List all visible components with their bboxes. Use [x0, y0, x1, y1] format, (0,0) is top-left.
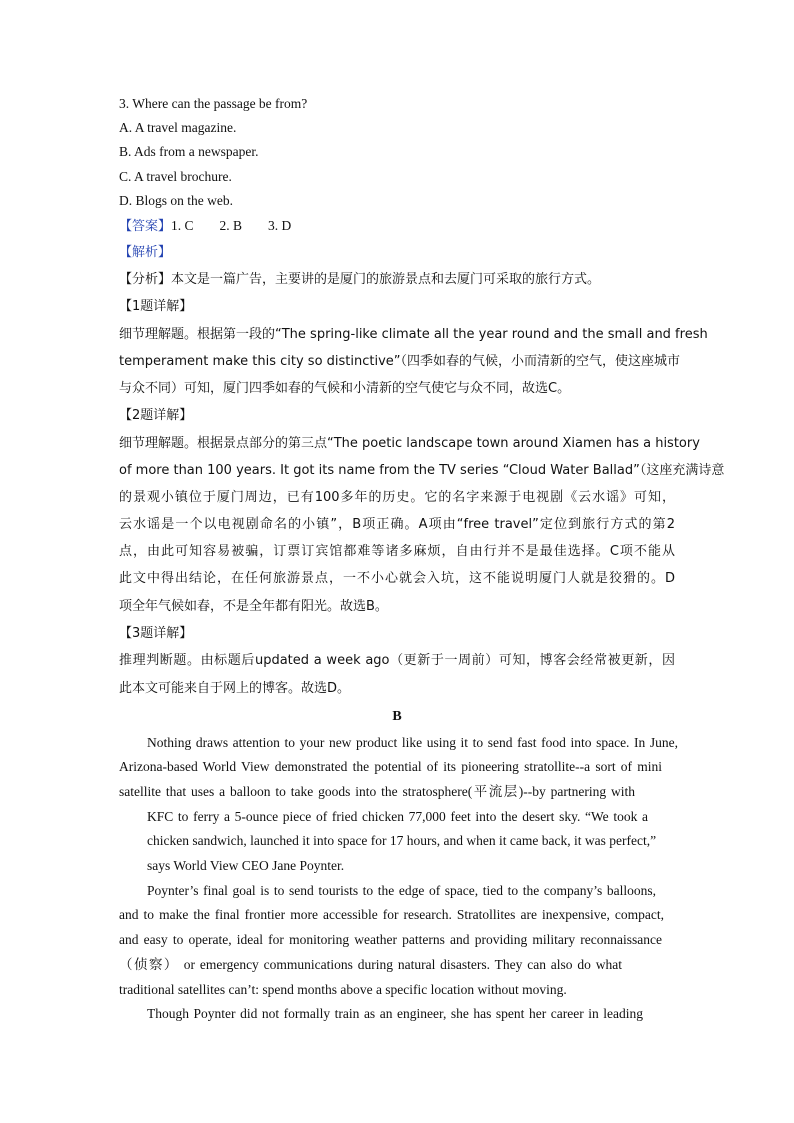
q1-detail-line-3: 与众不同）可知，厦门四季如春的气候和小清新的空气使它与众不同，故选C。 — [119, 381, 571, 396]
q2-detail-line-7: 项全年气候如春，不是全年都有阳光。故选B。 — [119, 599, 388, 614]
passage-line-6: says World View CEO Jane Poynter. — [147, 858, 345, 873]
q2-detail-line-3: 的景观小镇位于厦门周边，已有100多年的历史。它的名字来源于电视剧《云水谣》可知， — [119, 490, 675, 505]
passage-line-5: chicken sandwich, launched it into space for 17 hours, and when it came back, it was perfect,” — [147, 833, 657, 848]
passage-line-3: satellite that uses a balloon to take goods into the stratosphere(平流层)--by partnering with — [119, 784, 635, 799]
analysis-label: 【解析】 — [119, 245, 172, 260]
q2-detail-heading: 【2题详解】 — [119, 408, 193, 423]
q3-detail-line-2: 此本文可能来自于网上的博客。故选D。 — [119, 681, 351, 696]
q1-detail-heading: 【1题详解】 — [119, 299, 193, 314]
question-3: 3. Where can the passage be from? — [119, 96, 308, 111]
passage-line-9: and easy to operate, ideal for monitoring weather patterns and providing military reconnaissance — [119, 932, 662, 947]
answer-line — [119, 217, 291, 236]
q1-detail-line-2: temperament make this city so distinctive”（四季如春的气候，小而清新的空气，使这座城市 — [119, 354, 681, 369]
passage-line-11: traditional satellites can’t: spend months above a specific location without moving. — [119, 982, 567, 997]
passage-line-7: Poynter’s final goal is to send tourists to the edge of space, tied to the company’s balloons, — [147, 883, 656, 898]
q3-detail-heading: 【3题详解】 — [119, 626, 193, 641]
passage-line-12: Though Poynter did not formally train as an engineer, she has spent her career in leading — [147, 1006, 643, 1021]
option-c: C. A travel brochure. — [119, 169, 232, 184]
passage-line-10: （侦察） or emergency communications during natural disasters. They can also do what — [119, 957, 622, 972]
q2-detail-line-5: 点，由此可知容易被骗，订票订宾馆都难等诸多麻烦，自由行并不是最佳选择。C项不能从 — [119, 544, 675, 559]
q2-detail-line-1: 细节理解题。根据景点部分的第三点“The poetic landscape town around Xiamen has a history — [119, 436, 700, 451]
q2-detail-line-4: 云水谣是一个以电视剧命名的小镇”，B项正确。A项由“free travel”定位到旅行方式的第2 — [119, 517, 675, 532]
q1-detail-line-1: 细节理解题。根据第一段的“The spring-like climate all the year round and the small and fresh — [119, 327, 708, 342]
answer-label: 【答案】 — [119, 219, 172, 234]
passage-heading: B — [392, 709, 402, 724]
q3-detail-line-1: 推理判断题。由标题后updated a week ago（更新于一周前）可知，博客会经常被更新，因 — [119, 653, 675, 668]
q2-detail-line-6: 此文中得出结论，在任何旅游景点，一不小心就会入坑，这不能说明厦门人就是狡猾的。D — [119, 571, 675, 586]
passage-line-2: Arizona-based World View demonstrated the potential of its pioneering stratollite--a sort of mini — [119, 759, 662, 774]
passage-line-4: KFC to ferry a 5-ounce piece of fried chicken 77,000 feet into the desert sky. “We took a — [147, 809, 648, 824]
answer-1: 1. C — [171, 218, 194, 233]
analysis-summary: 【分析】本文是一篇广告，主要讲的是厦门的旅游景点和去厦门可采取的旅行方式。 — [119, 272, 601, 287]
q2-detail-line-2: of more than 100 years. It got its name from the TV series “Cloud Water Ballad”（这座充满诗意 — [119, 463, 725, 478]
option-a: A. A travel magazine. — [119, 120, 237, 135]
answer-3: 3. D — [268, 218, 292, 233]
answer-2: 2. B — [219, 218, 243, 233]
passage-line-1: Nothing draws attention to your new product like using it to send fast food into space. In June, — [147, 735, 678, 750]
option-b: B. Ads from a newspaper. — [119, 144, 259, 159]
option-d: D. Blogs on the web. — [119, 193, 233, 208]
passage-line-8: and to make the final frontier more accessible for research. Stratollites are inexpensive, compact, — [119, 907, 664, 922]
